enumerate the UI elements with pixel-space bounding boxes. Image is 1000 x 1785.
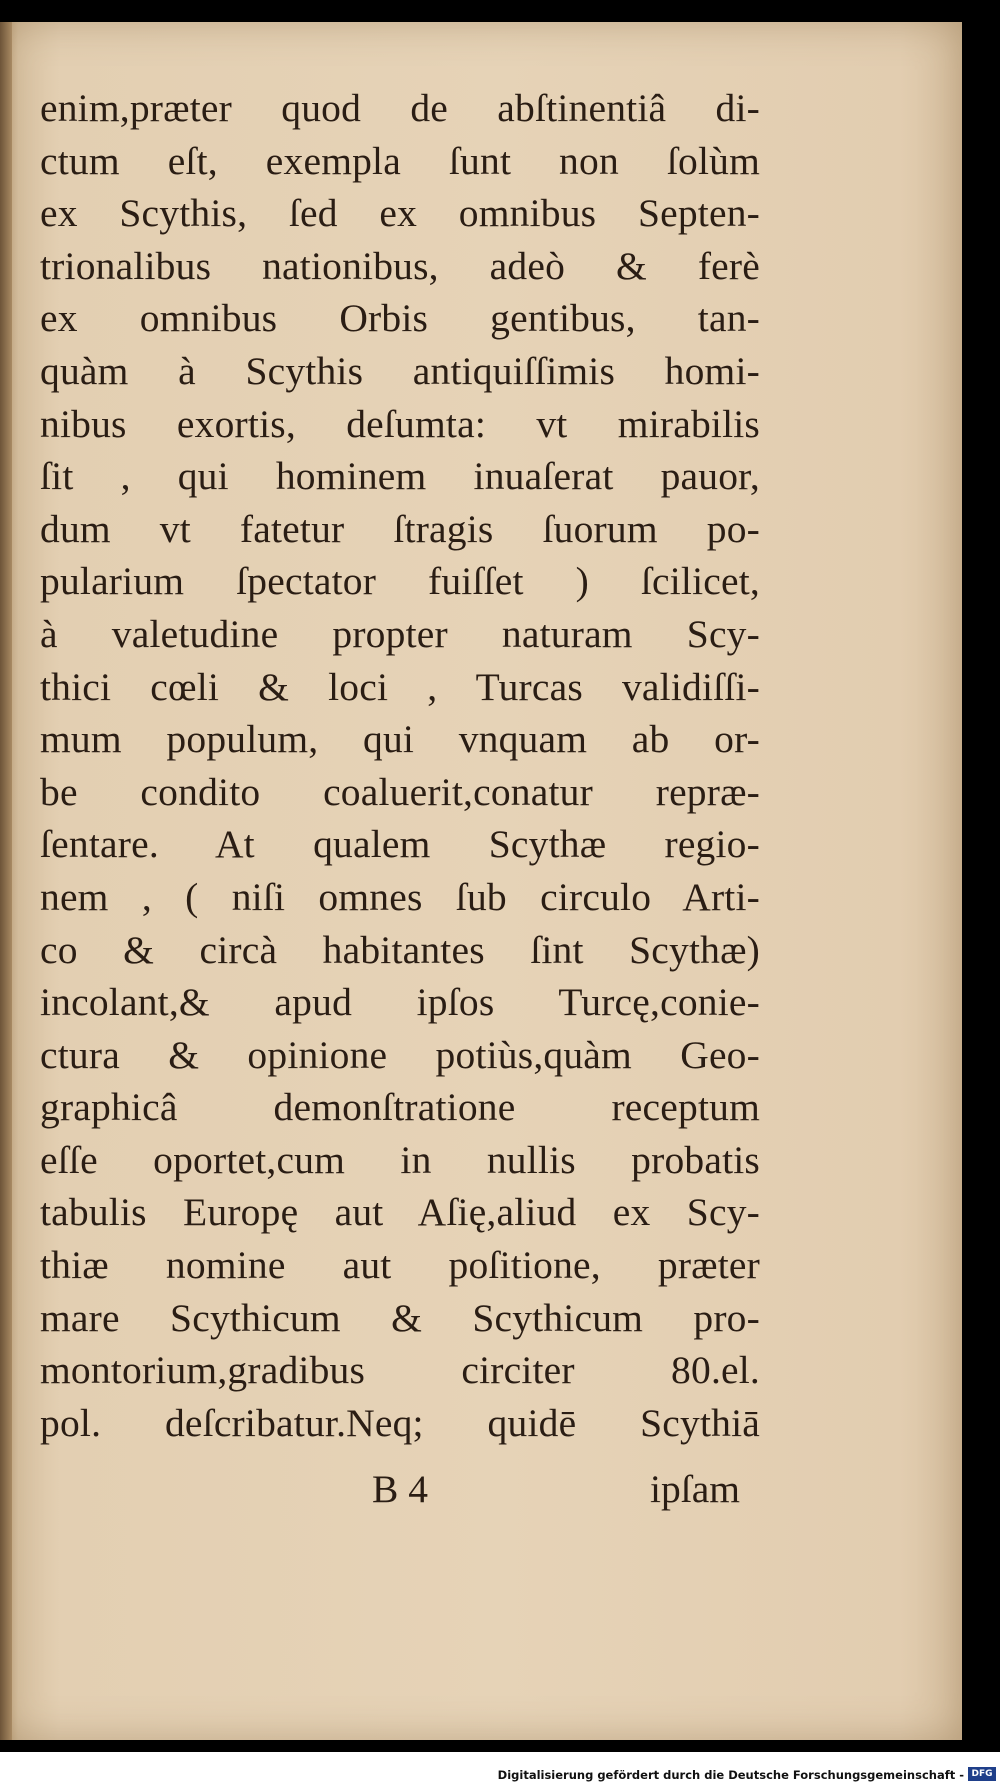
text-line: thici cœli & loci , Turcas validiſſi-: [40, 664, 760, 709]
text-line: tabulis Europę aut Aſię,aliud ex Scy-: [40, 1190, 760, 1235]
text-line: pol. deſcribatur.Neq; quidē Scythiā: [40, 1400, 760, 1445]
signature-mark: B 4: [372, 1467, 428, 1511]
text-line: enim,præter quod de abſtinentiâ di-: [40, 86, 760, 130]
text-line: ctura & opinione potiùs,quàm Geo-: [40, 1032, 760, 1077]
digitization-credit: Digitalisierung gefördert durch die Deutsche Forschungsgemeinschaft -: [497, 1768, 964, 1782]
text-line: be condito coaluerit,conatur repræ-: [40, 769, 760, 814]
text-line: quàm à Scythis antiquiſſimis homi-: [40, 348, 760, 393]
text-line: nibus exortis, deſumta: vt mirabilis: [40, 401, 760, 446]
text-line: co & circà habitantes ſint Scythæ): [40, 927, 760, 972]
page-text-block: [40, 82, 760, 1449]
page-binding-edge: [0, 22, 12, 1740]
text-line: ctum eſt, exempla ſunt non ſolùm: [40, 138, 760, 183]
catchword: ipſam: [650, 1467, 740, 1511]
text-line: ſit , qui hominem inuaſerat pauor,: [40, 454, 760, 499]
text-line: thiæ nomine aut poſitione, præter: [40, 1243, 760, 1288]
text-line: incolant,& apud ipſos Turcę,conie-: [40, 980, 760, 1025]
text-line: ſentare. At qualem Scythæ regio-: [40, 822, 760, 867]
text-line: dum vt fatetur ſtragis ſuorum po-: [40, 506, 760, 551]
page-footer-row: [40, 1466, 740, 1522]
text-line: pularium ſpectator fuiſſet ) ſcilicet,: [40, 559, 760, 604]
text-line: ex omnibus Orbis gentibus, tan-: [40, 296, 760, 341]
text-line: mum populum, qui vnquam ab or-: [40, 717, 760, 762]
text-line: eſſe oportet,cum in nullis probatis: [40, 1137, 760, 1182]
text-line: mare Scythicum & Scythicum pro-: [40, 1295, 760, 1340]
text-line: montorium,gradibus circiter 80.el.: [40, 1348, 760, 1393]
text-line: graphicâ demonſtratione receptum: [40, 1085, 760, 1130]
text-line: ex Scythis, ſed ex omnibus Septen-: [40, 191, 760, 236]
text-line: trionalibus nationibus, adeò & ferè: [40, 243, 760, 288]
text-line: nem , ( niſi omnes ſub circulo Arti-: [40, 874, 760, 919]
dfg-logo-icon: DFG: [968, 1767, 996, 1781]
text-line: à valetudine propter naturam Scy-: [40, 611, 760, 656]
